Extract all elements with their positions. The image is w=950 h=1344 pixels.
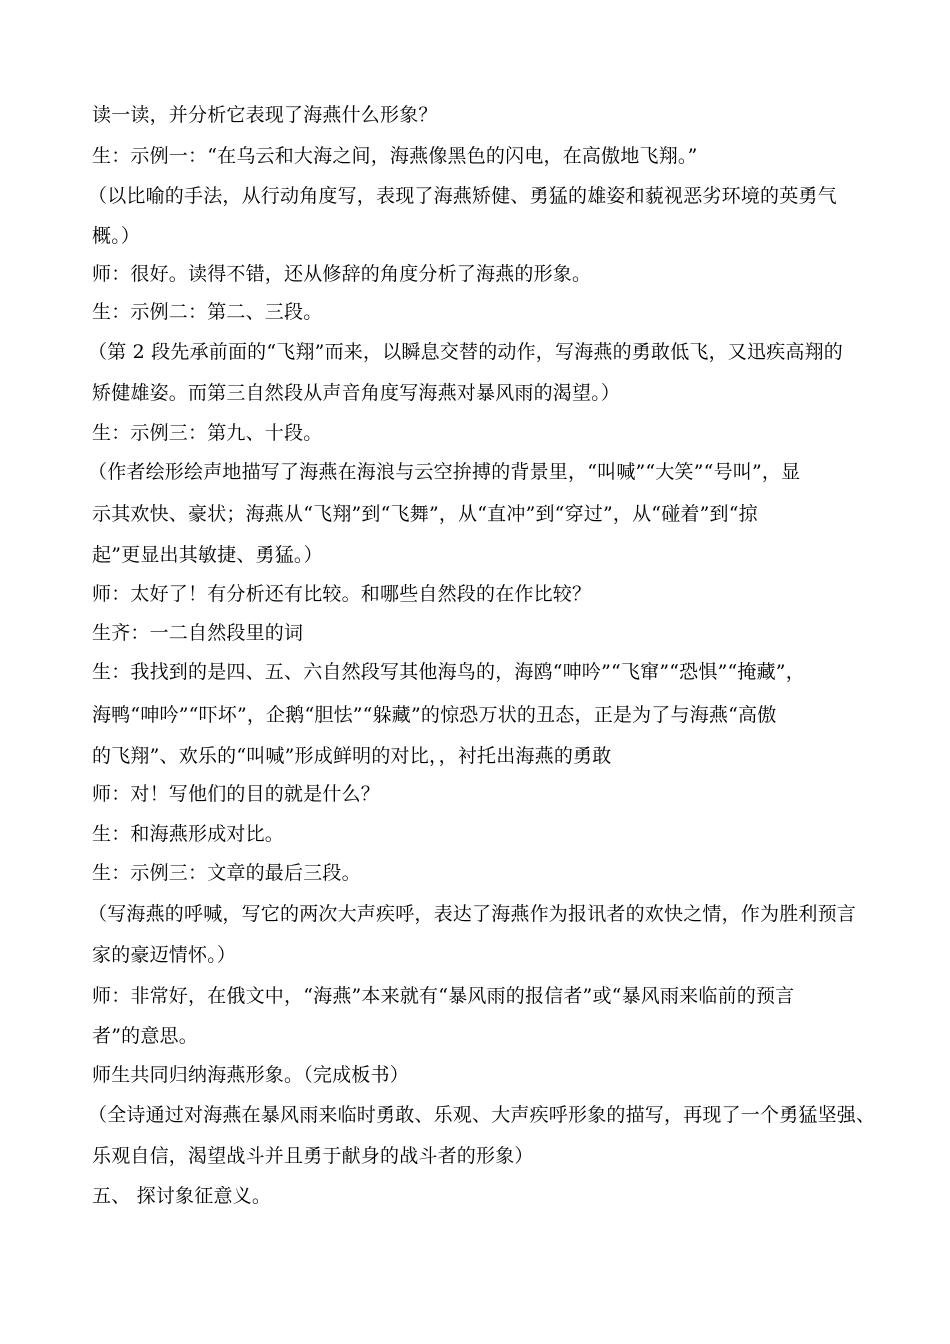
text-line: （第 2 段先承前面的“飞翔”而来，以瞬息交替的动作，写海燕的勇敢低飞，又迅疾高翔的 [88, 341, 843, 363]
text-line: 起”更显出其敏捷、勇猛。） [92, 544, 323, 566]
text-line: 生齐：一二自然段里的词 [92, 622, 304, 644]
text-line: 生：示例三：第九、十段。 [92, 422, 323, 444]
text-line: 生：和海燕形成对比。 [92, 823, 285, 845]
text-line: （以比喻的手法，从行动角度写，表现了海燕矫健、勇猛的雄姿和藐视恶劣环境的英勇气 [88, 185, 837, 207]
section-heading: 五、 探讨象征意义。 [92, 1185, 272, 1207]
text-line: 师：非常好，在俄文中，“海燕”本来就有“暴风雨的报信者”或“暴风雨来临前的预言 [92, 985, 795, 1007]
text-line: 海鸭“呻吟”“吓坏”，企鹅“胆怯”“躲藏”的惊恐万状的丑态，正是为了与海燕“高傲 [92, 704, 777, 726]
text-line: 师生共同归纳海燕形象。（完成板书） [92, 1064, 409, 1086]
text-line: 读一读，并分析它表现了海燕什么形象？ [92, 104, 438, 126]
text-line: 师：对！写他们的目的就是什么？ [92, 783, 381, 805]
text-line: 生：示例一：“在乌云和大海之间，海燕像黑色的闪电，在高傲地飞翔。” [92, 145, 698, 167]
text-line: 家的豪迈情怀。） [92, 944, 237, 966]
text-line: 乐观自信，渴望战斗并且勇于献身的战斗者的形象） [92, 1145, 534, 1167]
text-line: 的飞翔”、欢乐的“叫喊”形成鲜明的对比，，衬托出海燕的勇敢 [92, 745, 612, 767]
text-line: （作者绘形绘声地描写了海燕在海浪与云空拚搏的背景里，“叫喊”“大笑”“号叫”，显 [88, 461, 801, 483]
text-line: 生：示例二：第二、三段。 [92, 301, 323, 323]
text-line: 矫健雄姿。而第三自然段从声音角度写海燕对暴风雨的渴望。） [92, 382, 621, 404]
text-line: 生：我找到的是四、五、六自然段写其他海鸟的，海鸥“呻吟”“飞窜”“恐惧”“掩藏”， [92, 661, 805, 683]
text-line: （写海燕的呼喊，写它的两次大声疾呼，表达了海燕作为报讯者的欢快之情，作为胜利预言 [88, 903, 857, 925]
text-line: 示其欢快、豪状；海燕从“飞翔”到“飞舞”，从“直冲”到“穿过”，从“碰着”到“掠 [92, 503, 758, 525]
text-line: 概。） [92, 225, 141, 247]
text-line: 师：太好了！有分析还有比较。和哪些自然段的在作比较？ [92, 583, 592, 605]
text-line: 师：很好。读得不错，还从修辞的角度分析了海燕的形象。 [92, 263, 592, 285]
text-line: 者”的意思。 [92, 1025, 198, 1047]
text-line: 生：示例三：文章的最后三段。 [92, 862, 361, 884]
text-line: （全诗通过对海燕在暴风雨来临时勇敢、乐观、大声疾呼形象的描写，再现了一个勇猛坚强、 [88, 1104, 876, 1126]
